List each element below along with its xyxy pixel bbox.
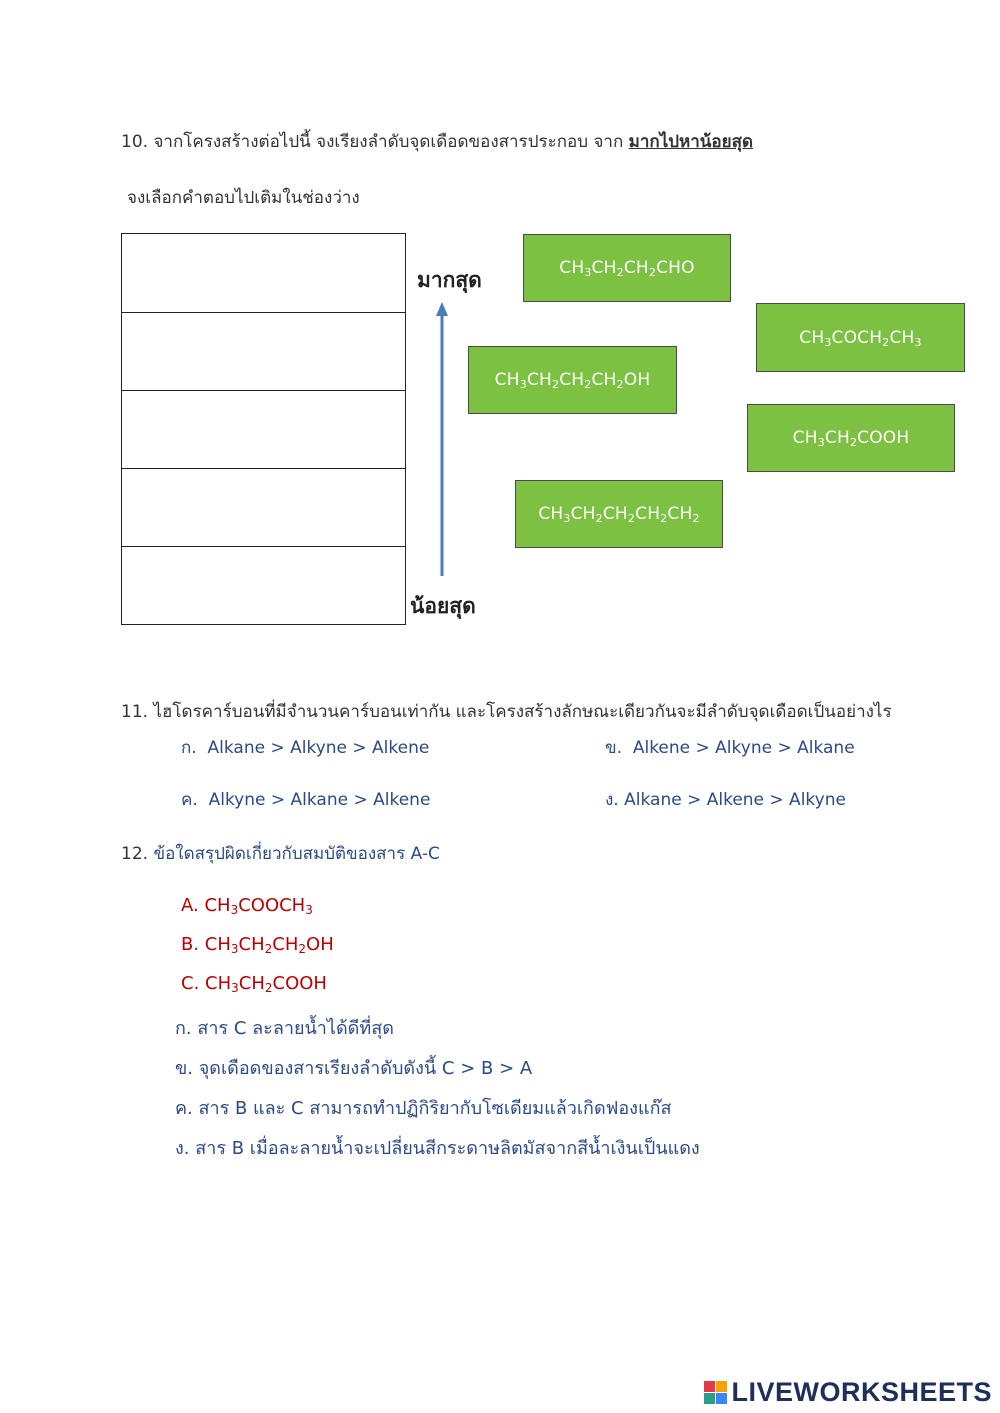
subscript: 2 xyxy=(660,512,668,525)
chip-formula: $CH_3CH_2CH_2CH_2OH$ xyxy=(494,370,651,391)
option-text: Alkane > Alkene > Alkyne xyxy=(624,790,846,810)
q11-question: 11. ไฮโดรคาร์บอนที่มีจำนวนคาร์บอนเท่ากัน และโครงสร้างลักษณะเดียวกันจะมีลำดับจุดเดือดเป็นอย่างไร xyxy=(121,702,892,722)
q11-option-a[interactable] xyxy=(181,734,429,761)
answer-chip[interactable] xyxy=(747,404,955,472)
substance-a xyxy=(181,895,313,916)
q10-question-emphasis: มากไปหาน้อยสุด xyxy=(628,132,754,152)
option-marker: ค. xyxy=(181,790,198,810)
subscript: 2 xyxy=(882,335,890,349)
option-marker: ข. xyxy=(605,738,623,758)
drop-zone-2[interactable] xyxy=(121,312,406,391)
substance-formula: $CH_3CH_2COOH$ xyxy=(205,973,327,995)
substance-c xyxy=(181,973,327,994)
answer-chip[interactable] xyxy=(468,346,677,414)
answer-chip[interactable] xyxy=(756,303,965,372)
label-highest: มากสุด xyxy=(417,268,482,292)
substance-b xyxy=(181,934,334,955)
drop-zone-4[interactable] xyxy=(121,468,406,547)
chip-formula: $CH_3CH_2CH_2CHO$ xyxy=(559,258,695,279)
q10-instruction: จงเลือกคำตอบไปเติมในช่องว่าง xyxy=(127,188,360,208)
chip-formula: $CH_3CH_2COOH$ xyxy=(792,428,910,449)
subscript: 3 xyxy=(914,335,922,349)
subscript: 2 xyxy=(584,378,592,391)
q10-question xyxy=(121,128,753,155)
subscript: 3 xyxy=(824,335,832,349)
option-marker: ง. xyxy=(605,790,619,810)
option-text: Alkyne > Alkane > Alkene xyxy=(208,790,431,810)
q11-option-b[interactable] xyxy=(605,734,855,761)
subscript: 3 xyxy=(230,942,239,956)
q12-question-text: ข้อใดสรุปผิดเกี่ยวกับสมบัติของสาร A-C xyxy=(153,844,440,864)
chip-formula: $CH_3CH_2CH_2CH_2CH_2$ xyxy=(538,504,700,525)
subscript: 2 xyxy=(616,378,624,391)
drop-zone-1[interactable] xyxy=(121,233,406,313)
arrow-up-icon xyxy=(430,300,454,580)
q11-option-d[interactable] xyxy=(605,786,846,813)
liveworksheets-logo xyxy=(704,1377,992,1408)
logo-text: LIVEWORKSHEETS xyxy=(731,1377,992,1407)
subscript: 2 xyxy=(298,942,307,956)
subscript: 3 xyxy=(230,903,239,917)
substance-label: C. xyxy=(181,973,206,994)
substance-label: A. xyxy=(181,895,205,916)
subscript: 3 xyxy=(305,903,313,917)
chip-formula: $CH_3COCH_2CH_3$ xyxy=(799,327,922,349)
subscript: 2 xyxy=(616,266,624,279)
substance-label: B. xyxy=(181,934,205,955)
subscript: 2 xyxy=(648,266,657,279)
option-text: Alkene > Alkyne > Alkane xyxy=(632,738,855,758)
subscript: 3 xyxy=(817,436,825,449)
q12-option-a[interactable]: ก. สาร C ละลายน้ำได้ดีที่สุด xyxy=(175,1018,394,1039)
logo-mark-icon xyxy=(704,1381,727,1404)
subscript: 2 xyxy=(552,378,560,391)
drop-zone-3[interactable] xyxy=(121,390,406,469)
q12-option-b[interactable]: ข. จุดเดือดของสารเรียงลำดับดังนี้ C > B > A xyxy=(175,1058,533,1079)
subscript: 2 xyxy=(264,981,273,995)
q12-option-d[interactable]: ง. สาร B เมื่อละลายน้ำจะเปลี่ยนสีกระดาษลิตมัสจากสีน้ำเงินเป็นแดง xyxy=(175,1138,700,1159)
substance-formula: $CH_3COOCH_3$ xyxy=(204,895,313,917)
subscript: 3 xyxy=(519,378,527,391)
q10-question-text: 10. จากโครงสร้างต่อไปนี้ จงเรียงลำดับจุดเดือดของสารประกอบ จาก xyxy=(121,132,629,152)
q12-number: 12. xyxy=(121,844,149,864)
subscript: 2 xyxy=(264,942,273,956)
drop-zone-5[interactable] xyxy=(121,546,406,625)
drop-zone-stack xyxy=(121,233,406,625)
subscript: 3 xyxy=(584,266,592,279)
q12-option-c[interactable]: ค. สาร B และ C สามารถทำปฏิกิริยากับโซเดียมแล้วเกิดฟองแก๊ส xyxy=(175,1098,672,1119)
substance-formula: $CH_3CH_2CH_2OH$ xyxy=(204,934,334,956)
label-lowest: น้อยสุด xyxy=(410,594,476,618)
q11-option-c[interactable] xyxy=(181,786,430,813)
option-text: Alkane > Alkyne > Alkene xyxy=(207,738,430,758)
answer-chip[interactable] xyxy=(515,480,723,548)
subscript: 3 xyxy=(563,512,571,525)
option-marker: ก. xyxy=(181,738,197,758)
subscript: 2 xyxy=(595,512,603,525)
answer-chip[interactable] xyxy=(523,234,731,302)
subscript: 3 xyxy=(231,981,239,995)
q12-question xyxy=(121,840,440,867)
subscript: 2 xyxy=(692,512,700,525)
subscript: 2 xyxy=(627,512,636,525)
subscript: 2 xyxy=(849,436,858,449)
